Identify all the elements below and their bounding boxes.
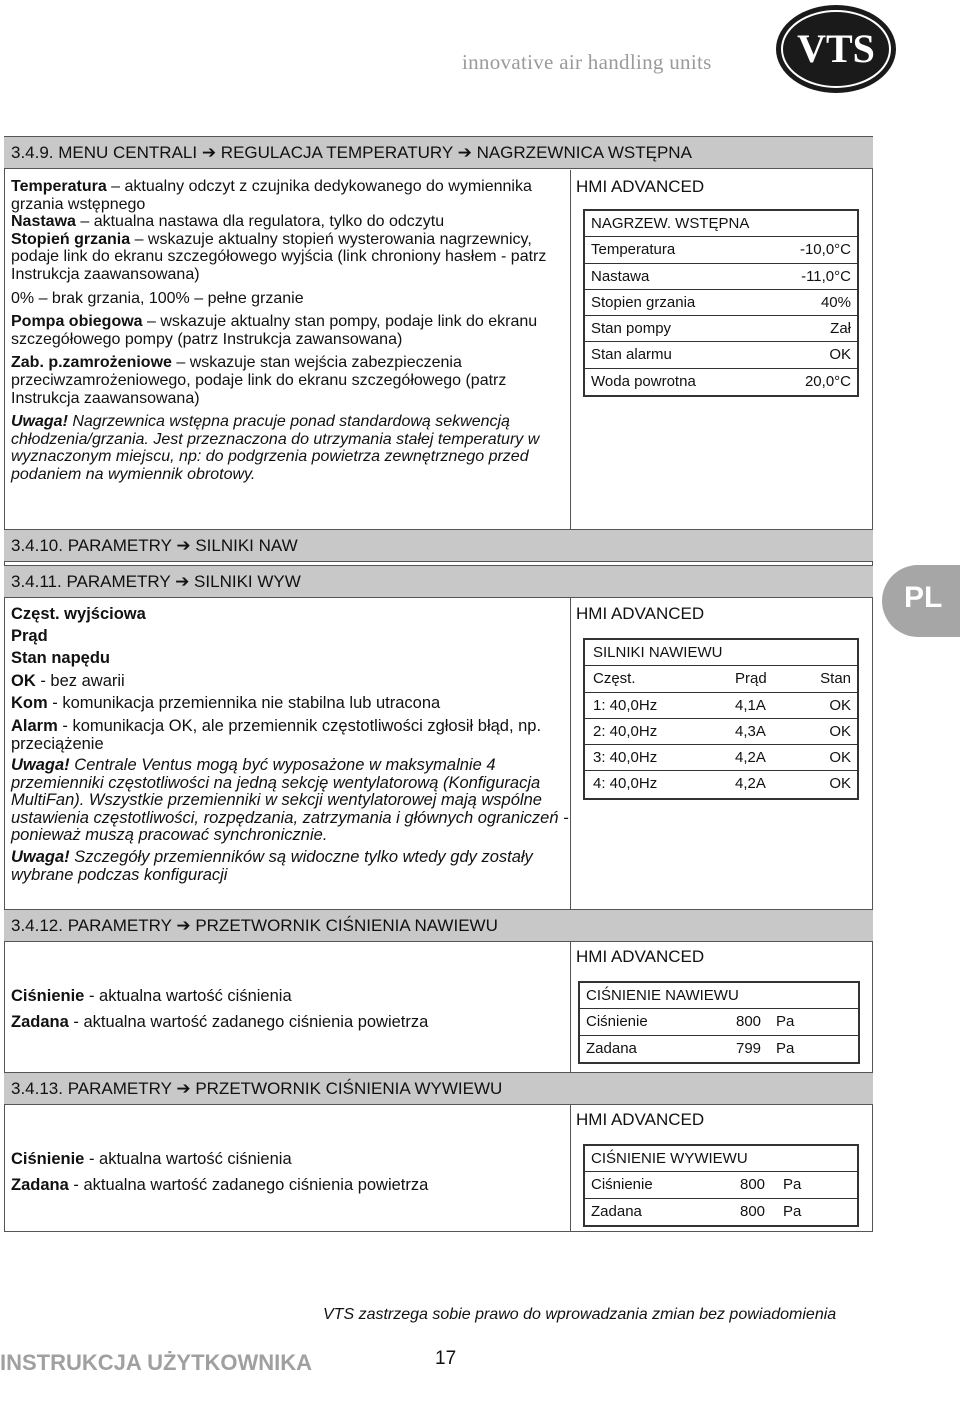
hmi-row: 3: 40,0Hz 4,2A OK — [585, 745, 857, 771]
hmi-title: CIŚNIENIE NAWIEWU — [586, 987, 739, 1004]
hmi-row: 2: 40,0Hz 4,3A OK — [585, 719, 857, 745]
note1-3411: Uwaga! Centrale Ventus mogą być wyposażone w maksymalnie 4 przemienniki częstotliwości na jedną sekcję wentylatorową (Konfiguracja MultiFan). Wszystkie przemienniki w sekcji wentylatorowej mają wspólne ustawienia częstotliwości, rozpędzania, zatrzymania i głównych ograniczeń - ponieważ muszą pracować synchronicznie. — [11, 756, 569, 845]
hmi-label-3411: HMI ADVANCED — [576, 604, 705, 623]
hmi-row: 1: 40,0Hz 4,1A OK — [585, 693, 857, 719]
item-cisnienie: Ciśnienie - aktualna wartość ciśnienia — [11, 987, 292, 1005]
line-range: 0% – brak grzania, 100% – pełne grzanie — [11, 289, 304, 307]
hmi-row: Nastawa -11,0°C — [585, 264, 857, 290]
line-pompa: Pompa obiegowa – wskazuje aktualny stan pompy, podaje link do ekranu szczegółowego pompy (patrz Instrukcja zawansowana) — [11, 313, 538, 348]
section-title-349: 3.4.9. MENU CENTRALI ➔ REGULACJA TEMPERATURY ➔ NAGRZEWNICA WSTĘPNA — [4, 136, 873, 169]
hmi-row: Temperatura -10,0°C — [585, 237, 857, 263]
page-number: 17 — [435, 1348, 457, 1369]
item-stan: Stan napędu — [11, 649, 111, 668]
line-stopien: Stopień grzania – wskazuje aktualny stopień wysterowania nagrzewnicy, podaje link do ekranu szczegółowego wyjścia (link chroniony hasłem - patrz Instrukcja zaawansowana) — [11, 230, 547, 283]
hmi-row: Ciśnienie 800 Pa — [585, 1172, 857, 1198]
hmi-screen-cisn-naw — [578, 981, 860, 1064]
line-temperatura: Temperatura – aktualny odczyt z czujnika dedykowanego do wymiennika grzania wstępnego — [11, 178, 532, 213]
line-nastawa: Nastawa – aktualna nastawa dla regulatora, tylko do odczytu — [11, 213, 445, 231]
section-title-3410: 3.4.10. PARAMETRY ➔ SILNIKI NAW — [4, 529, 873, 562]
section-text-3412 — [11, 983, 571, 1035]
hmi-screen-cisn-wyw — [583, 1144, 859, 1227]
logo-text: VTS — [797, 26, 875, 71]
item-alarm: Alarm - komunikacja OK, ale przemiennik częstotliwości zgłosił błąd, np. przeciążenie — [11, 717, 542, 754]
hmi-row: 4: 40,0Hz 4,2A OK — [593, 775, 851, 793]
hmi-row: Stan pompy Zał — [585, 316, 857, 342]
item-kom: Kom - komunikacja przemiennika nie stabilna lub utracona — [11, 693, 441, 712]
hmi-row: Stopien grzania 40% — [585, 290, 857, 316]
hmi-row: Stan alarmu OK — [585, 342, 857, 368]
vts-logo — [772, 0, 900, 98]
section-text-3411 — [11, 603, 571, 884]
hmi-row: Ciśnienie 800 Pa — [580, 1009, 858, 1035]
hmi-row: Woda powrotna 20,0°C — [591, 372, 851, 390]
hmi-screen-silniki — [583, 638, 859, 800]
hmi-title: SILNIKI NAWIEWU — [593, 644, 723, 661]
item-cisnienie: Ciśnienie - aktualna wartość ciśnienia — [11, 1150, 292, 1168]
hmi-row: Zadana 800 Pa — [591, 1202, 802, 1220]
tagline: innovative air handling units — [462, 50, 712, 74]
hmi-header-row: Częst. Prąd Stan — [585, 666, 857, 692]
divider — [570, 170, 571, 530]
section-title-3412: 3.4.12. PARAMETRY ➔ PRZETWORNIK CIŚNIENIA NAWIEWU — [4, 909, 873, 942]
item-prad: Prąd — [11, 627, 48, 646]
section-title-3413: 3.4.13. PARAMETRY ➔ PRZETWORNIK CIŚNIENIA WYWIEWU — [4, 1072, 873, 1105]
section-text-349 — [11, 178, 566, 484]
section-text-3413 — [11, 1146, 571, 1198]
item-ok: OK - bez awarii — [11, 671, 125, 690]
note-349: Uwaga! Nagrzewnica wstępna pracuje ponad standardową sekwencją chłodzenia/grzania. Jest przeznaczona do utrzymania stałej temperatury w wyznaczonym miejscu, np: do podgrzenia powietrza zewnętrznego przed podaniem na wymiennik obrotowy. — [11, 413, 540, 483]
section-title-3411: 3.4.11. PARAMETRY ➔ SILNIKI WYW — [4, 565, 873, 598]
hmi-title: CIŚNIENIE WYWIEWU — [591, 1150, 748, 1167]
hmi-label-3412: HMI ADVANCED — [576, 947, 705, 966]
hmi-row: Zadana 799 Pa — [586, 1039, 795, 1057]
hmi-label-349: HMI ADVANCED — [576, 177, 705, 196]
hmi-label-3413: HMI ADVANCED — [576, 1110, 705, 1129]
line-zab: Zab. p.zamrożeniowe – wskazuje stan wejścia zabezpieczenia przeciwzamrożeniowego, podaje link do ekranu szczegółowego (patrz Instrukcja zaawansowana) — [11, 354, 507, 407]
item-czest: Częst. wyjściowa — [11, 605, 146, 623]
item-zadana: Zadana - aktualna wartość zadanego ciśnienia powietrza — [11, 1013, 429, 1031]
hmi-screen-nagrzew — [583, 209, 859, 397]
item-zadana: Zadana - aktualna wartość zadanego ciśnienia powietrza — [11, 1176, 429, 1194]
note2-3411: Uwaga! Szczegóły przemienników są widoczne tylko wtedy gdy zostały wybrane podczas konfiguracji — [11, 847, 533, 884]
language-tab: PL — [882, 565, 960, 637]
footer-manual-title: INSTRUKCJA UŻYTKOWNIKA — [0, 1350, 313, 1375]
hmi-title: NAGRZEW. WSTĘPNA — [591, 215, 750, 232]
footer-disclaimer: VTS zastrzega sobie prawo do wprowadzania zmian bez powiadomienia — [323, 1306, 837, 1323]
